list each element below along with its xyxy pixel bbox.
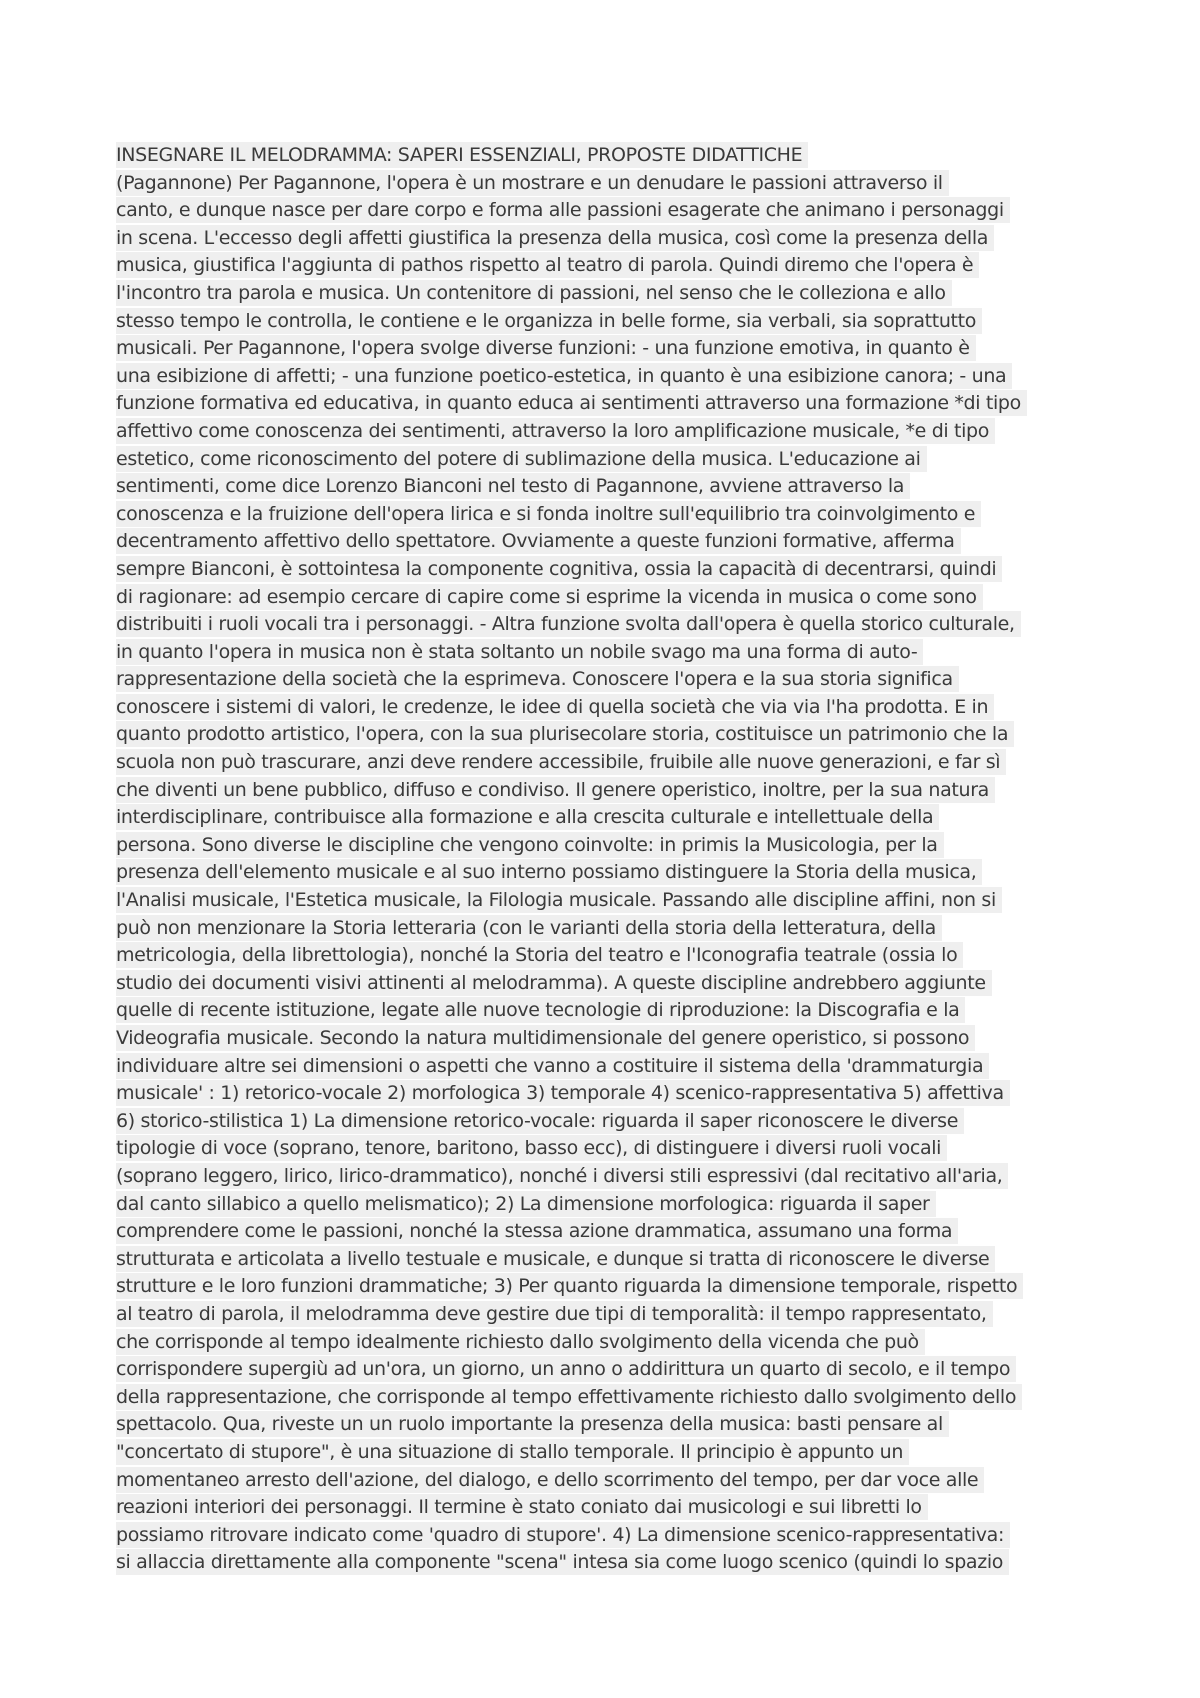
text-line bbox=[116, 694, 1116, 722]
text-line-content: spettacolo. Qua, riveste un un ruolo importante la presenza della musica: basti pensare al bbox=[116, 1411, 949, 1437]
text-line-content: tipologie di voce (soprano, tenore, baritono, basso ecc), di distinguere i diversi ruoli vocali bbox=[116, 1135, 947, 1161]
text-line-content: estetico, come riconoscimento del potere di sublimazione della musica. L'educazione ai bbox=[116, 446, 927, 472]
text-line-content: stesso tempo le controlla, le contiene e le organizza in belle forme, sia verbali, sia soprattutto bbox=[116, 308, 982, 334]
text-line-content: musica, giustifica l'aggiunta di pathos rispetto al teatro di parola. Quindi diremo che l'opera è bbox=[116, 252, 979, 278]
text-line bbox=[116, 1329, 1116, 1357]
text-line bbox=[116, 308, 1116, 336]
text-line bbox=[116, 1384, 1116, 1412]
text-line bbox=[116, 1246, 1116, 1274]
text-line-content: l'Analisi musicale, l'Estetica musicale, la Filologia musicale. Passando alle discipline affini, non si bbox=[116, 887, 1002, 913]
text-line bbox=[116, 1301, 1116, 1329]
text-line-content: presenza dell'elemento musicale e al suo interno possiamo distinguere la Storia della musica, bbox=[116, 859, 982, 885]
text-line bbox=[116, 1549, 1116, 1577]
text-line-content: distribuiti i ruoli vocali tra i personaggi. - Altra funzione svolta dall'opera è quella storico culturale, bbox=[116, 611, 1021, 637]
document-title: INSEGNARE IL MELODRAMMA: SAPERI ESSENZIALI, PROPOSTE DIDATTICHE bbox=[116, 142, 808, 168]
text-line-content: individuare altre sei dimensioni o aspetti che vanno a costituire il sistema della 'drammaturgia bbox=[116, 1053, 989, 1079]
text-line bbox=[116, 721, 1116, 749]
text-line bbox=[116, 1191, 1116, 1219]
text-line-content: 6) storico-stilistica 1) La dimensione retorico-vocale: riguarda il saper riconoscere le diverse bbox=[116, 1108, 964, 1134]
text-line bbox=[116, 1439, 1116, 1467]
text-line bbox=[116, 915, 1116, 943]
text-line bbox=[116, 859, 1116, 887]
text-line-content: corrispondere supergiù ad un'ora, un giorno, un anno o addirittura un quarto di secolo, e il tempo bbox=[116, 1356, 1016, 1382]
text-line bbox=[116, 1053, 1116, 1081]
text-line bbox=[116, 473, 1116, 501]
text-line-content: metricologia, della librettologia), nonché la Storia del teatro e l'Iconografia teatrale (ossia lo bbox=[116, 942, 963, 968]
text-line bbox=[116, 418, 1116, 446]
text-line-content: quanto prodotto artistico, l'opera, con la sua plurisecolare storia, costituisce un patrimonio che la bbox=[116, 721, 1014, 747]
text-line-content: strutture e le loro funzioni drammatiche; 3) Per quanto riguarda la dimensione temporale, rispetto bbox=[116, 1273, 1023, 1299]
text-line bbox=[116, 390, 1116, 418]
text-line bbox=[116, 556, 1116, 584]
text-line-content: conoscenza e la fruizione dell'opera lirica e si fonda inoltre sull'equilibrio tra coinvolgimento e bbox=[116, 501, 981, 527]
text-line bbox=[116, 584, 1116, 612]
text-line-content: si allaccia direttamente alla componente "scena" intesa sia come luogo scenico (quindi lo spazio bbox=[116, 1549, 1009, 1575]
text-line-content: una esibizione di affetti; - una funzione poetico-estetica, in quanto è una esibizione canora; - una bbox=[116, 363, 1012, 389]
text-line-content: in scena. L'eccesso degli affetti giustifica la presenza della musica, così come la presenza della bbox=[116, 225, 994, 251]
text-line-content: (soprano leggero, lirico, lirico-drammatico), nonché i diversi stili espressivi (dal recitativo all'aria, bbox=[116, 1163, 1008, 1189]
text-line-content: sempre Bianconi, è sottointesa la componente cognitiva, ossia la capacità di decentrarsi, quindi bbox=[116, 556, 1002, 582]
text-line-content: "concertato di stupore", è una situazione di stallo temporale. Il principio è appunto un bbox=[116, 1439, 909, 1465]
text-line bbox=[116, 997, 1116, 1025]
text-line-content: musicali. Per Pagannone, l'opera svolge diverse funzioni: - una funzione emotiva, in quanto è bbox=[116, 335, 976, 361]
text-line-content: funzione formativa ed educativa, in quanto educa ai sentimenti attraverso una formazione *di tipo bbox=[116, 390, 1027, 416]
text-line bbox=[116, 1411, 1116, 1439]
text-line bbox=[116, 225, 1116, 253]
text-line-content: possiamo ritrovare indicato come 'quadro di stupore'. 4) La dimensione scenico-rappresentativa: bbox=[116, 1522, 1010, 1548]
text-line-content: scuola non può trascurare, anzi deve rendere accessibile, fruibile alle nuove generazioni, e far sì bbox=[116, 749, 1006, 775]
text-line-content: momentaneo arresto dell'azione, del dialogo, e dello scorrimento del tempo, per dar voce alle bbox=[116, 1467, 984, 1493]
text-line-content: quelle di recente istituzione, legate alle nuove tecnologie di riproduzione: la Discografia e la bbox=[116, 997, 965, 1023]
text-line bbox=[116, 611, 1116, 639]
text-line bbox=[116, 1494, 1116, 1522]
text-line-content: rappresentazione della società che la esprimeva. Conoscere l'opera e la sua storia significa bbox=[116, 666, 959, 692]
text-line bbox=[116, 749, 1116, 777]
text-line bbox=[116, 887, 1116, 915]
text-line bbox=[116, 666, 1116, 694]
text-line bbox=[116, 804, 1116, 832]
text-line bbox=[116, 280, 1116, 308]
text-line bbox=[116, 335, 1116, 363]
text-line-content: può non menzionare la Storia letteraria (con le varianti della storia della letteratura, della bbox=[116, 915, 942, 941]
text-line-content: al teatro di parola, il melodramma deve gestire due tipi di temporalità: il tempo rappresentato, bbox=[116, 1301, 993, 1327]
text-line-content: (Pagannone) Per Pagannone, l'opera è un mostrare e un denudare le passioni attraverso il bbox=[116, 170, 949, 196]
text-line bbox=[116, 501, 1116, 529]
text-line bbox=[116, 1163, 1116, 1191]
text-line bbox=[116, 528, 1116, 556]
text-line-content: persona. Sono diverse le discipline che vengono coinvolte: in primis la Musicologia, per la bbox=[116, 832, 944, 858]
text-line-content: affettivo come conoscenza dei sentimenti, attraverso la loro amplificazione musicale, *e di tipo bbox=[116, 418, 995, 444]
text-line-content: decentramento affettivo dello spettatore. Ovviamente a queste funzioni formative, afferma bbox=[116, 528, 961, 554]
text-line-content: strutturata e articolata a livello testuale e musicale, e dunque si tratta di riconoscere le diverse bbox=[116, 1246, 995, 1272]
body-text bbox=[116, 142, 1116, 1577]
text-line-content: conoscere i sistemi di valori, le credenze, le idee di quella società che via via l'ha prodotta. E in bbox=[116, 694, 994, 720]
text-line bbox=[116, 1025, 1116, 1053]
text-line-content: dal canto sillabico a quello melismatico); 2) La dimensione morfologica: riguarda il saper bbox=[116, 1191, 936, 1217]
text-line-content: comprendere come le passioni, nonché la stessa azione drammatica, assumano una forma bbox=[116, 1218, 958, 1244]
text-line bbox=[116, 832, 1116, 860]
text-line bbox=[116, 1135, 1116, 1163]
text-line-content: Videografia musicale. Secondo la natura multidimensionale del genere operistico, si possono bbox=[116, 1025, 975, 1051]
text-line-content: canto, e dunque nasce per dare corpo e forma alle passioni esagerate che animano i personaggi bbox=[116, 197, 1010, 223]
text-line bbox=[116, 1273, 1116, 1301]
text-line-content: di ragionare: ad esempio cercare di capire come si esprime la vicenda in musica o come sono bbox=[116, 584, 983, 610]
text-line bbox=[116, 170, 1116, 198]
text-line-content: della rappresentazione, che corrisponde al tempo effettivamente richiesto dallo svolgimento dello bbox=[116, 1384, 1022, 1410]
text-line bbox=[116, 1522, 1116, 1550]
text-line-content: studio dei documenti visivi attinenti al melodramma). A queste discipline andrebbero aggiunte bbox=[116, 970, 992, 996]
text-line bbox=[116, 970, 1116, 998]
text-line bbox=[116, 1467, 1116, 1495]
text-line-content: che corrisponde al tempo idealmente richiesto dallo svolgimento della vicenda che può bbox=[116, 1329, 925, 1355]
text-line bbox=[116, 197, 1116, 225]
text-line-content: l'incontro tra parola e musica. Un contenitore di passioni, nel senso che le colleziona e allo bbox=[116, 280, 952, 306]
text-line-content: reazioni interiori dei personaggi. Il termine è stato coniato dai musicologi e sui libretti lo bbox=[116, 1494, 928, 1520]
text-line bbox=[116, 1218, 1116, 1246]
document-title-line bbox=[116, 142, 1116, 170]
text-line bbox=[116, 1080, 1116, 1108]
text-line-content: interdisciplinare, contribuisce alla formazione e alla crescita culturale e intellettuale della bbox=[116, 804, 939, 830]
text-line bbox=[116, 363, 1116, 391]
text-line-content: sentimenti, come dice Lorenzo Bianconi nel testo di Pagannone, avviene attraverso la bbox=[116, 473, 910, 499]
text-line bbox=[116, 942, 1116, 970]
text-line bbox=[116, 639, 1116, 667]
text-line bbox=[116, 446, 1116, 474]
text-line bbox=[116, 1356, 1116, 1384]
text-line bbox=[116, 777, 1116, 805]
text-line-content: musicale' : 1) retorico-vocale 2) morfologica 3) temporale 4) scenico-rappresentativa 5) affettiva bbox=[116, 1080, 1010, 1106]
text-line-content: che diventi un bene pubblico, diffuso e condiviso. Il genere operistico, inoltre, per la sua natura bbox=[116, 777, 995, 803]
text-line bbox=[116, 252, 1116, 280]
text-line-content: in quanto l'opera in musica non è stata soltanto un nobile svago ma una forma di auto- bbox=[116, 639, 923, 665]
text-line bbox=[116, 1108, 1116, 1136]
